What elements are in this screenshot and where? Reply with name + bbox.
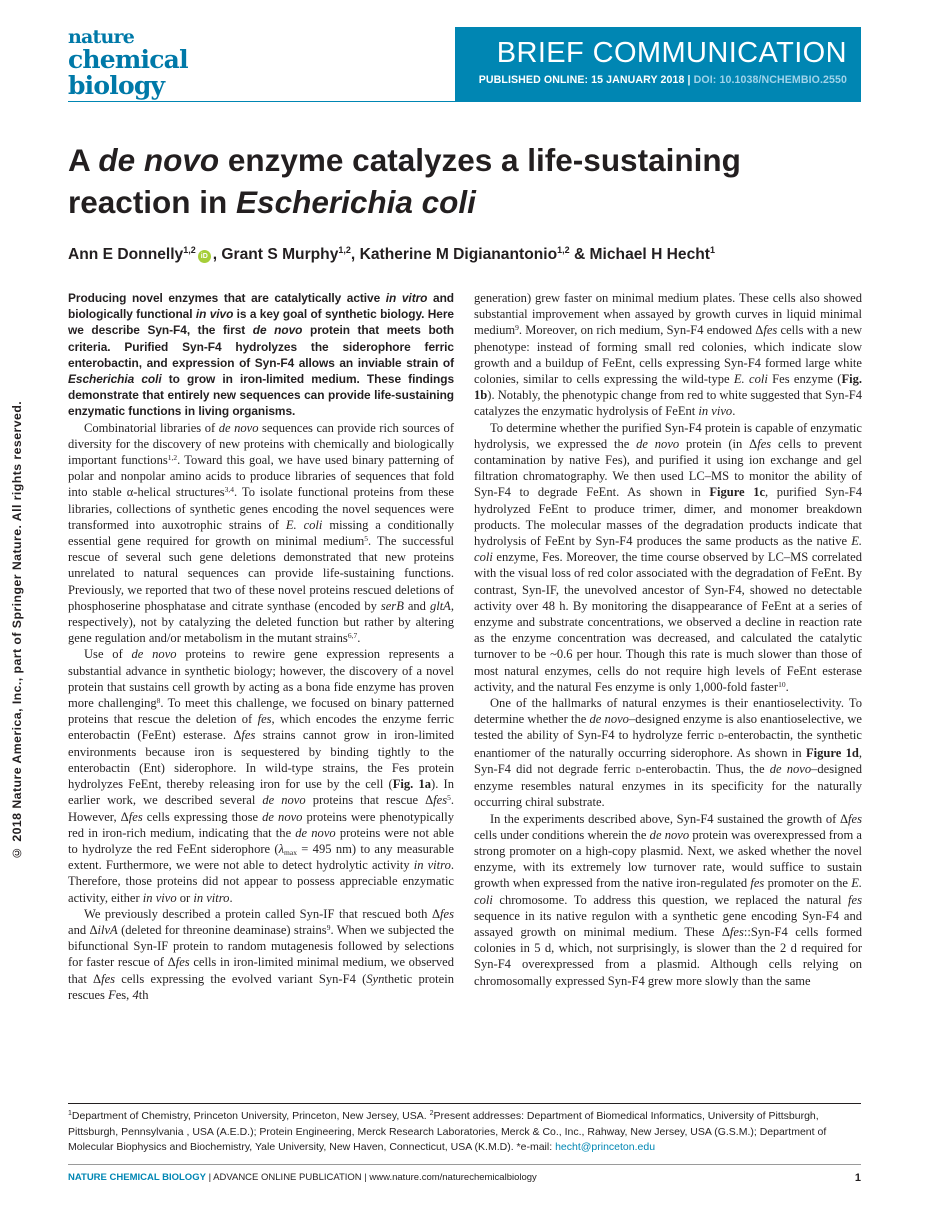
author-name[interactable]: & Michael H Hecht [569, 246, 710, 263]
paragraph: In the experiments described above, Syn-F4 sustained the growth of Δfes cells under conditions wherein the de novo protein was overexpressed from a strong promoter on a high-copy plasmid. Next, we asked whether the novel enzyme, with its extremely low turnover rate, would suffice to sustain growth when expressed from the native iron-regulated fes promoter on the E. coli chromosome. To address this question, we replaced the natural fes sequence in its native regulon with a synthetic gene encoding Syn-F4 and assayed growth on minimal medium. These Δfes::Syn-F4 cells formed colonies in 5 d, which, not surprisingly, is slower than the 2 d required for Syn-F4 overexpressed from a plasmid. Although cells relying on chromosomally expressed Syn-F4 grew more slowly than the same [474, 811, 862, 988]
footer-journal-name[interactable]: NATURE CHEMICAL BIOLOGY [68, 1172, 206, 1183]
paragraph: generation) grew faster on minimal medium plates. These cells also showed substantial improvement when assayed by growth curves in liquid minimal medium$^9$. Moreover, on rich medium, Syn-F4 endowed Δfes cells with a new phenotype: instead of forming small red colonies, which indicate slow growth and a buildup of FeEnt, cells expressing Syn-F4 formed large white colonies, similar to cells expressing the wild-type E. coli Fes enzyme (Fig. 1b). Notably, the phenotypic change from red to white suggested that Syn-F4 catalyzes the enzymatic hydrolysis of FeEnt in vivo. [474, 291, 862, 419]
paragraph: We previously described a protein called Syn-IF that rescued both Δfes and ΔilvA (deleted for threonine deaminase) strains$^9$. When we subjected the bifunctional Syn-IF protein to random mutagenesis followed by selections for faster rescue of Δfes cells in iron-limited minimal medium, we observed that Δfes cells expressing the evolved variant Syn-F4 (Synthetic protein rescues Fes, 4th [68, 906, 455, 1002]
logo-line-2: chemical biology [68, 45, 188, 100]
logo-line-1: nature [68, 26, 135, 48]
affiliations-footnote: $^1$Department of Chemistry, Princeton University, Princeton, New Jersey, USA. $^2$Present addresses: Department of Biomedical Informatics, University of Pittsburgh, Pittsburgh, Pennsylvania , USA (A.E.D.); Protein Engineering, Merck Research Laboratories, Merck & Co., Inc., Rahway, New Jersey, USA (G.S.M.); Department of Molecular Biophysics and Biochemistry, Yale University, New Haven, Connecticut, USA (K.M.D). *e-mail: hecht@princeton.edu [68, 1110, 827, 1154]
orcid-icon[interactable]: iD [198, 250, 211, 263]
page-footer [68, 1172, 861, 1183]
abstract: Producing novel enzymes that are catalytically active in vitro and biologically functional in vivo is a key goal of synthetic biology. Here we describe Syn-F4, the first de novo protein that meets both criteria. Purified Syn-F4 hydrolyzes the siderophore ferric enterobactin, and expression of Syn-F4 allows an inviable strain of Escherichia coli to grow in iron-limited medium. These findings demonstrate that entirely new sequences can provide life-sustaining enzymatic functions in living organisms. [68, 291, 455, 419]
paragraph: Combinatorial libraries of de novo sequences can provide rich sources of diversity for the discovery of new proteins with chemically and biologically important functions$^{1,2}$. Toward this goal, we have used binary patterning of polar and nonpolar amino acids to produce libraries of sequences that fold into stable α-helical structures$^{3,4}$. To isolate functional proteins from these libraries, collections of synthetic genes encoding the novel sequences were transformed into auxotrophic strains of E. coli missing a conditionally essential gene required for growth on minimal medium$^5$. The successful rescue of several such gene deletions demonstrated that new proteins unrelated to natural sequences can provide life-sustaining functions. Previously, we reported that two of these novel proteins rescued deletions of phosphoserine phosphatase and citrate synthase (encoded by serB and gltA, respectively), not by catalyzing the deleted function but rather by altering gene regulation and/or metabolism in the mutant strains$^{6,7}$. [68, 420, 455, 646]
author-list: Ann E Donnelly$^{1,2}$iD , Grant S Murphy$^{1,2}$, Katherine M Digianantonio$^{1,2}$ & Michael H Hecht$^1$ [68, 245, 716, 263]
article-type: BRIEF COMMUNICATION [496, 37, 847, 69]
copyright-notice: © 2018 Nature America, Inc., part of Springer Nature. All rights reserved. [10, 400, 24, 860]
page-number: 1 [854, 1172, 861, 1184]
footer-publication-info: | ADVANCE ONLINE PUBLICATION | www.nature.com/naturechemicalbiology [205, 1172, 537, 1183]
paragraph: Use of de novo proteins to rewire gene expression represents a substantial advance in synthetic biology; however, the discovery of a novel protein that sustains cell growth by acting as a bona fide enzyme has proven more challenging$^8$. To meet this challenge, we focused on binary patterned proteins that rescue the deletion of fes, which encodes the enzyme ferric enterobactin (FeEnt) esterase. Δfes strains cannot grow in iron-limited environments because iron is sequestered by binding tightly to the enterobactin (Ent) siderophore. In wild-type strains, the Fes protein hydrolyzes FeEnt, thereby releasing iron for use by the cell (Fig. 1a). In earlier work, we described several de novo proteins that rescue Δfes$^5$. However, Δfes cells expressing those de novo proteins were phenotypically red in iron-rich medium, indicating that the de novo proteins were not able to hydrolyze the red FeEnt siderophore ($\lambda_{max} = 495$ nm) to any measurable extent. Furthermore, we were not able to detect hydrolytic activity in vitro. Therefore, those proteins did not appear to possess appreciable enzymatic activity, either in vivo or in vitro. [68, 647, 455, 905]
body-column-right [474, 290, 862, 989]
publication-info [455, 74, 847, 86]
author-name[interactable]: , Katherine M Digianantonio [350, 246, 558, 263]
author-name[interactable]: , Grant S Murphy [212, 246, 339, 263]
body-column-left [68, 290, 454, 1003]
header-divider [68, 101, 861, 102]
journal-logo[interactable] [68, 28, 258, 99]
email-link[interactable]: hecht@princeton.edu [555, 1141, 656, 1154]
paragraph: To determine whether the purified Syn-F4 protein is capable of enzymatic hydrolysis, we expressed the de novo protein (in Δfes cells to prevent contamination by native Fes), and purified it using ion exchange and gel filtration chromatography. We then used LC–MS to monitor the ability of Syn-F4 to degrade FeEnt. As shown in Figure 1c, purified Syn-F4 hydrolyzed FeEnt to produce trimer, dimer, and monomer breakdown products. The molecular masses of the degradation products indicate that hydrolysis of FeEnt by Syn-F4 produces the same products as the native E. coli enzyme, Fes. Moreover, the time course observed by LC–MS correlated with the visual loss of red color associated with the degradation of FeEnt. By contrast, Syn-IF, the unevolved ancestor of Syn-F4, showed no detectable activity over 48 h. By monitoring the disappearance of FeEnt at a series of enzyme and substrate concentrations, we observed a decline in reaction rate as the enzyme concentration was decreased, and calculated the catalytic turnover to be ~0.6 per hour. Though this rate is much slower than those of most natural enzymes, cells do not require high levels of FeEnt esterase activity, and the natural Fes enzyme is only 1,000-fold faster$^{10}$. [474, 420, 862, 694]
doi-link[interactable]: DOI: 10.1038/NCHEMBIO.2550 [693, 74, 847, 86]
footer-divider [68, 1164, 861, 1165]
article-type-banner [455, 27, 861, 102]
published-date: PUBLISHED ONLINE: 15 JANUARY 2018 | [478, 74, 694, 86]
paragraph: One of the hallmarks of natural enzymes is their enantioselectivity. To determine whether the de novo–designed enzyme is also enantioselective, we tested the ability of Syn-F4 to hydrolyze ferric d-enterobactin, the synthetic enantiomer of the naturally occurring siderophore. As shown in Figure 1d, Syn-F4 did not degrade ferric d-enterobactin. Thus, the de novo–designed enzyme resembles natural enzymes in its specificity for the naturally occurring chiral substrate. [474, 696, 862, 810]
author-name[interactable]: Ann E Donnelly [68, 246, 184, 263]
footnote-divider [68, 1103, 861, 1104]
article-title: A de novo enzyme catalyzes a life-sustaining reaction in Escherichia coli [68, 142, 741, 220]
